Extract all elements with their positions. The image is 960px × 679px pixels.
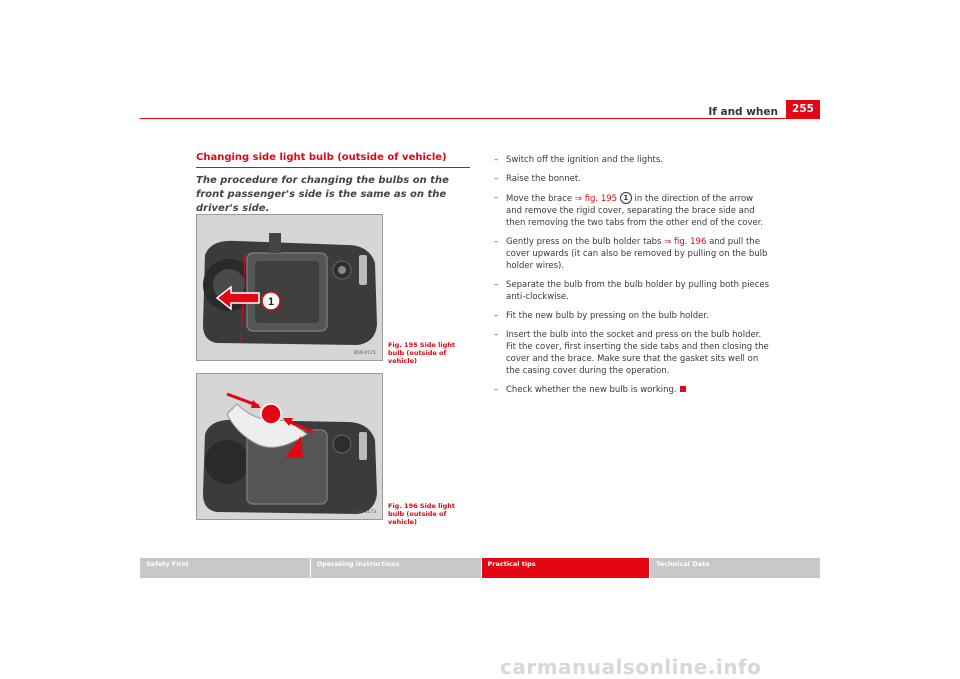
section-end-marker-icon (680, 386, 686, 392)
step-1: – Switch off the ignition and the lights. (494, 155, 664, 165)
section-intro: The procedure for changing the bulbs on the front passenger's side is the same as on the driver's side. (196, 175, 449, 214)
tab-practical-tips[interactable]: Practical tips (482, 558, 650, 578)
instruction-steps (494, 154, 770, 403)
step-2: – Raise the bonnet. (494, 174, 581, 184)
step-4: – Gently press on the bulb holder tabs ⇒ fig. 196 and pull the cover upwards (it can also be removed by pulling on the bulb holder wires). (494, 237, 768, 271)
section-rule (196, 167, 470, 168)
tab-safety-first[interactable]: Safety First (140, 558, 310, 578)
running-header: If and when (708, 106, 778, 118)
tab-operating-instructions[interactable]: Operating instructions (311, 558, 481, 578)
tab-technical-data[interactable]: Technical Data (650, 558, 820, 578)
watermark: carmanualsonline.info (500, 655, 762, 679)
step-8: – Check whether the new bulb is working. (494, 384, 770, 396)
figure-callout-number: 1 (267, 296, 275, 308)
figure-code: B5R-0171 (354, 351, 376, 356)
figure-195-caption: Fig. 195 Side light bulb (outside of vehicle) (388, 341, 455, 365)
figure-195-headlight-illustration (196, 214, 383, 361)
figure-196-headlight-illustration (196, 373, 383, 520)
footer-tabs (140, 558, 820, 578)
callout-badge: 1 (620, 192, 632, 204)
arrow-icon: ⇒ (664, 237, 672, 247)
step-7: – Insert the bulb into the socket and press on the bulb holder. Fit the cover, first inserting the side tabs and then closing the cover and the brace. Make sure that the gasket sits well on the casing cover during the operation. (494, 330, 769, 376)
step-6: – Fit the new bulb by pressing on the bulb holder. (494, 311, 709, 321)
figure-code: B5R-0173 (354, 510, 376, 515)
figure-reference-link[interactable]: fig. 195 (584, 194, 618, 204)
step-3: – Move the brace ⇒ fig. 195 1 in the direction of the arrow and remove the rigid cover, separating the brace side and then removing the two tabs from the other end of the cover. (494, 193, 764, 228)
figure-reference-link[interactable]: fig. 196 (673, 237, 707, 247)
step-5: – Separate the bulb from the bulb holder by pulling both pieces anti-clockwise. (494, 280, 770, 302)
arrow-icon: ⇒ (574, 194, 582, 204)
page-number: 255 (786, 100, 820, 118)
header-rule (140, 118, 820, 119)
figure-196-caption: Fig. 196 Side light bulb (outside of vehicle) (388, 502, 455, 526)
section-title: Changing side light bulb (outside of vehicle) (196, 152, 447, 163)
